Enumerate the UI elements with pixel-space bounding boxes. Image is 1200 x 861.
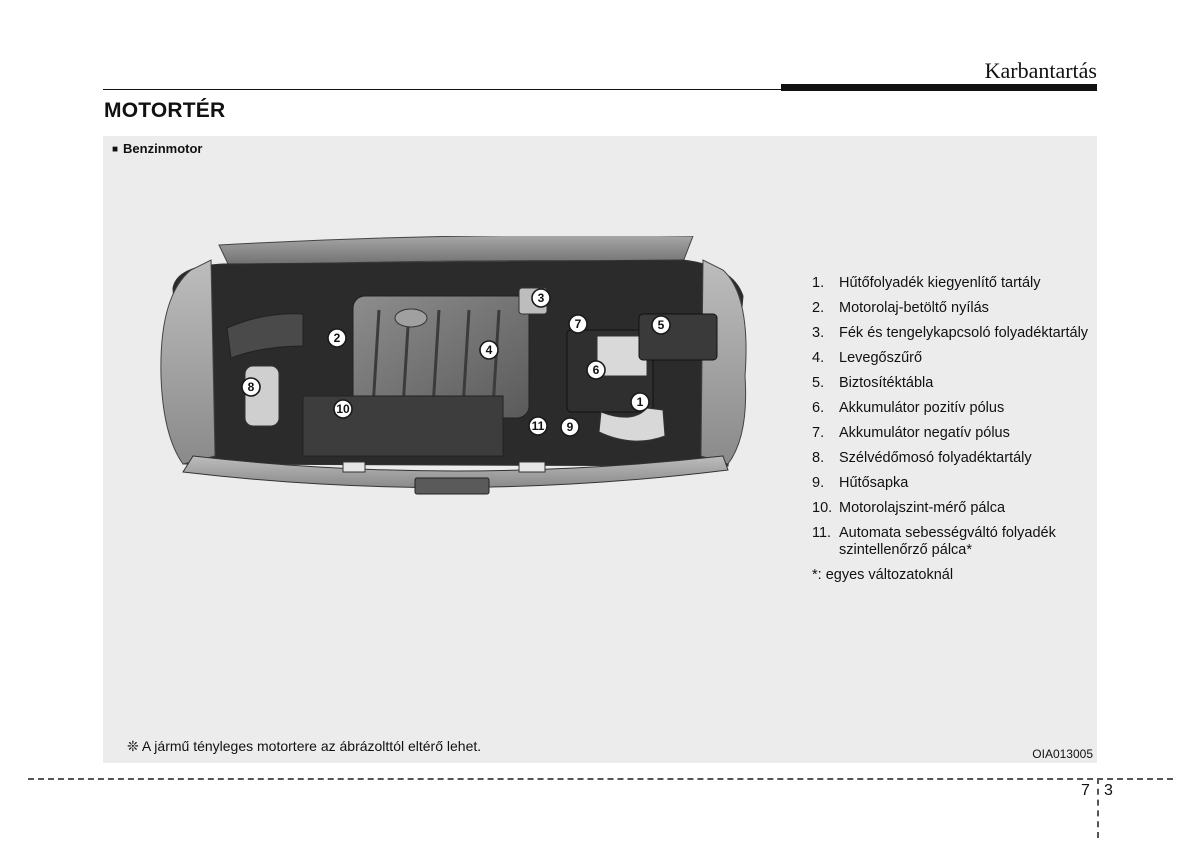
bullet-square-icon: ■ [112,144,119,155]
svg-text:11: 11 [531,419,545,433]
legend-item: 4. Levegőszűrő [812,350,923,366]
figure-code: OIA013005 [1032,747,1093,761]
callout-4 [480,341,498,359]
legend-item: 9. Hűtősapka [812,475,909,491]
callout-9 [561,418,579,436]
header-title: Karbantartás [984,58,1097,83]
figure-panel [103,136,1097,763]
legend-item: 5. Biztosítéktábla [812,375,934,391]
legend-item: 3. Fék és tengelykapcsoló folyadéktartály [812,325,1089,341]
callout-3 [532,289,550,307]
callout-2 [328,329,346,347]
header-rule-accent [781,84,1097,91]
svg-text:10: 10 [336,402,350,416]
legend-note: *: egyes változatoknál [812,567,954,583]
svg-text:7: 7 [574,317,582,331]
legend-item: 10. Motorolajszint-mérő pálca [812,500,1006,516]
callout-10 [334,400,352,418]
callout-1 [631,393,649,411]
svg-text:1: 1 [636,395,644,409]
svg-text:3: 3 [537,291,545,305]
engine-bay-illustration [153,236,753,506]
callout-5 [652,316,670,334]
svg-text:2: 2 [333,331,341,345]
figure-subtitle [112,141,203,156]
component-legend [812,275,1092,584]
figure-footnote: ❊ A jármű tényleges motortere az ábrázolttól eltérő lehet. [127,738,482,754]
legend-item: 7. Akkumulátor negatív pólus [812,425,1010,441]
page-footer-divider [28,778,1173,780]
section-title: MOTORTÉR [104,99,226,122]
callout-8 [242,378,260,396]
svg-text:8: 8 [247,380,255,394]
legend-item: 1. Hűtőfolyadék kiegyenlítő tartály [812,275,1041,291]
callout-6 [587,361,605,379]
figure-subtitle-text: Benzinmotor [123,141,203,156]
svg-text:9: 9 [566,420,574,434]
callout-11 [529,417,547,435]
svg-text:5: 5 [657,318,665,332]
page-chapter: 7 [1081,782,1090,799]
legend-item: 11. Automata sebességváltó folyadék szintellenőrző pálca* [812,525,1056,558]
svg-text:4: 4 [485,343,493,357]
svg-text:6: 6 [592,363,600,377]
legend-item: 8. Szélvédőmosó folyadéktartály [812,450,1032,466]
page-number-divider [1097,778,1099,838]
page-number: 3 [1104,782,1113,799]
legend-item: 6. Akkumulátor pozitív pólus [812,400,1005,416]
legend-item: 2. Motorolaj-betöltő nyílás [812,300,989,316]
callout-7 [569,315,587,333]
